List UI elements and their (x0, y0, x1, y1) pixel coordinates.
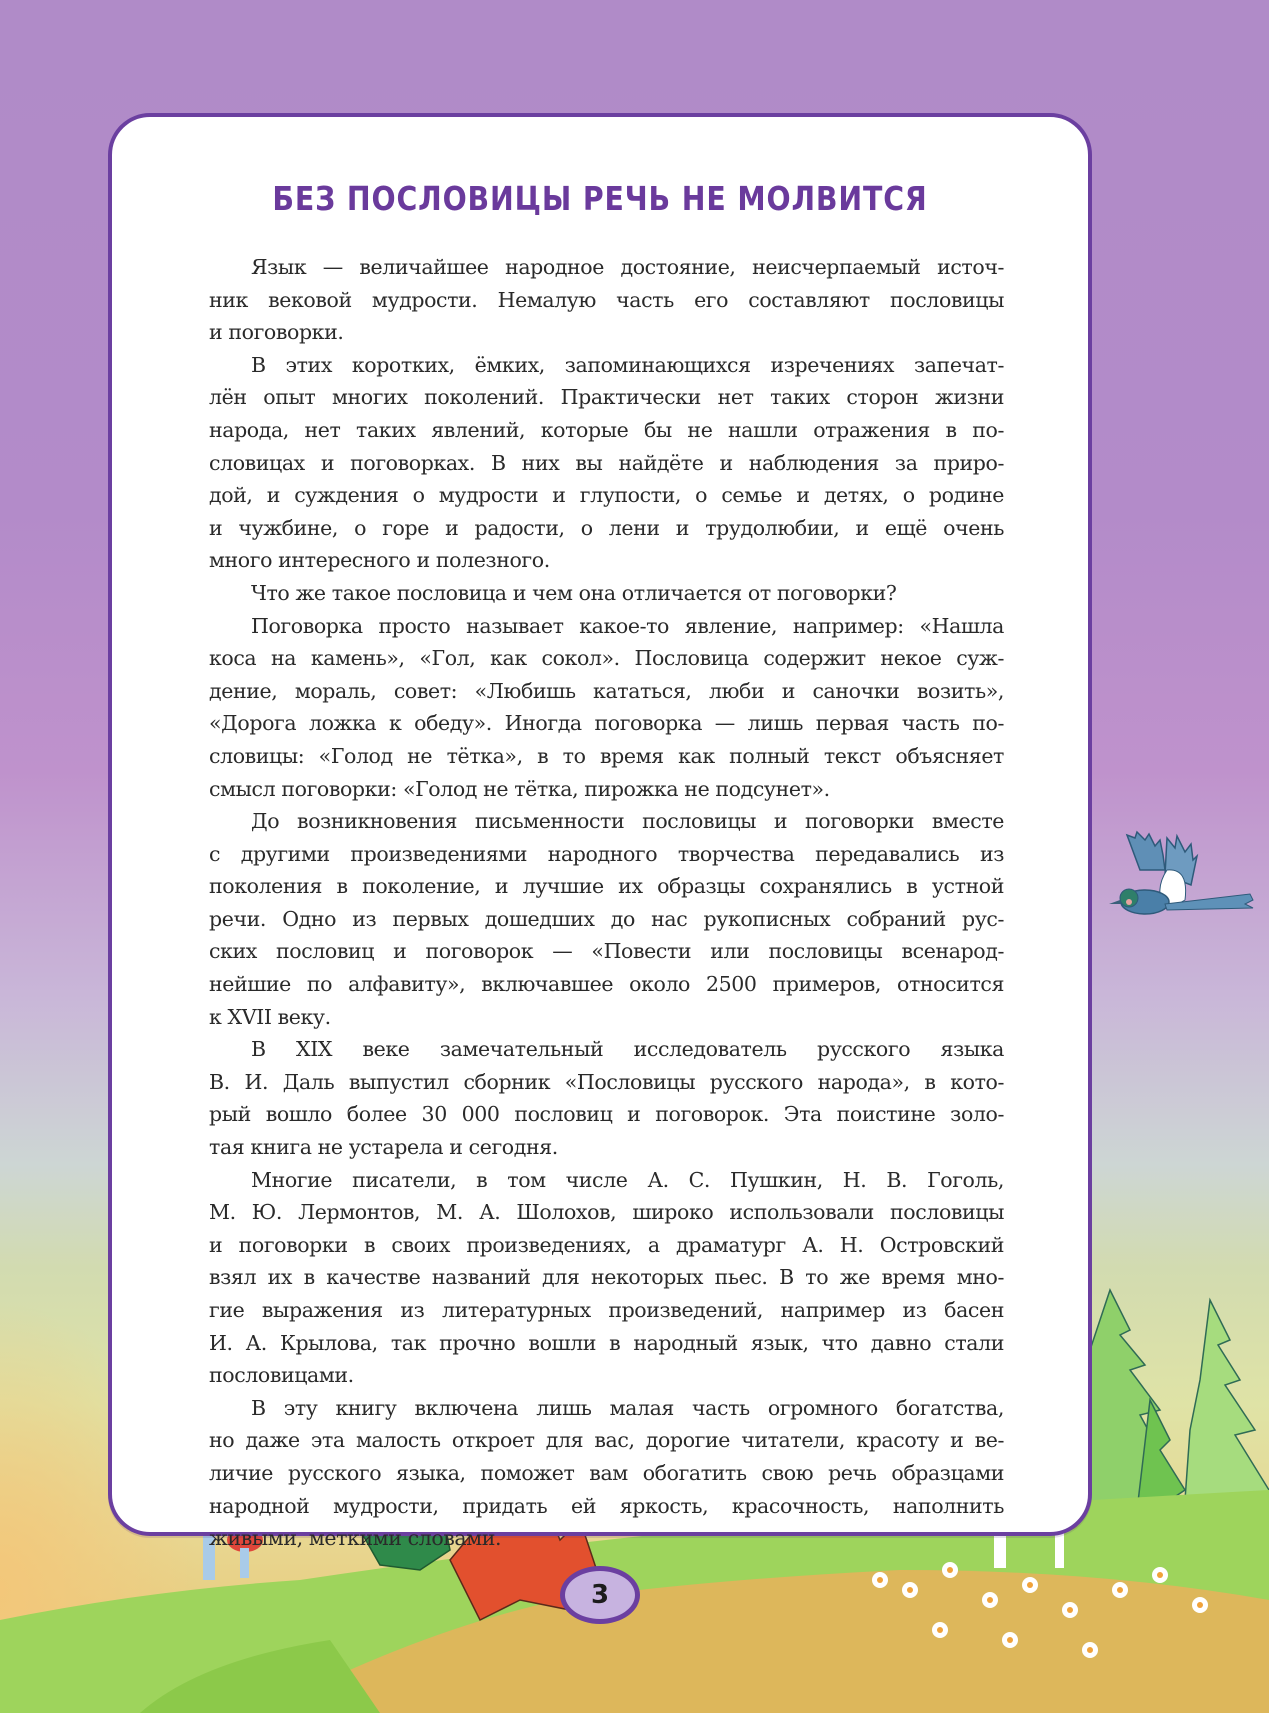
paragraph-line: и поговорки. (209, 320, 344, 345)
paragraph-line: гие выражения из литературных произведений, например из басен (209, 1298, 1004, 1322)
paragraph-line: смысл поговорки: «Голод не тётка, пирожка не подсунет». (209, 776, 830, 801)
paragraph-line: лён опыт многих поколений. Практически нет таких сторон жизни (209, 385, 1004, 410)
article-body (209, 251, 1004, 1555)
paragraph-first-line: В XIX веке замечательный исследователь русского языка (251, 1037, 1004, 1062)
paragraph-line: много интересного и полезного. (209, 548, 550, 573)
page-number: 3 (590, 1580, 610, 1610)
paragraph-line: с другими произведениями народного творчества передавались из (209, 841, 1004, 866)
paragraph-line: словицах и поговорках. В них вы найдёте и наблюдения за приро- (209, 450, 1004, 475)
paragraph-line: коса на камень», «Гол, как сокол». Пословица содержит некое суж- (209, 646, 1004, 671)
paragraph-line: речи. Одно из первых дошедших до нас рукописных собраний рус- (209, 906, 1004, 931)
paragraph-first-line: Поговорка просто называет какое-то явление, например: «Нашла (251, 613, 1004, 638)
paragraph-line: взял их в качестве названий для некоторых пьес. В то же время мно- (209, 1265, 1004, 1290)
paragraph-line: В. И. Даль выпустил сборник «Пословицы русского народа», в кото- (209, 1069, 1004, 1094)
paragraph-first-line: В этих коротких, ёмких, запоминающихся изречениях запечат- (251, 352, 1004, 377)
paragraph-line: и поговорки в своих произведениях, а драматург А. Н. Островский (209, 1232, 1004, 1257)
page-title: БЕЗ ПОСЛОВИЦЫ РЕЧЬ НЕ МОЛВИТСЯ (272, 179, 928, 218)
paragraph-line: И. А. Крылова, так прочно вошли в народный язык, что давно стали (209, 1330, 1004, 1355)
paragraph-line: народной мудрости, придать ей яркость, красочность, наполнить (209, 1493, 1004, 1518)
paragraph-first-line: Многие писатели, в том числе А. С. Пушкин, Н. В. Гоголь, (251, 1167, 1004, 1192)
paragraph-line: личие русского языка, поможет вам обогатить свою речь образцами (209, 1460, 1004, 1485)
page-number-badge (560, 1566, 640, 1624)
paragraph-line: пословицами. (209, 1363, 354, 1388)
paragraph-line: тая книга не устарела и сегодня. (209, 1135, 558, 1160)
paragraph-line: дой, и суждения о мудрости и глупости, о семье и детях, о родине (209, 483, 1004, 508)
paragraph-line: рый вошло более 30 000 пословиц и поговорок. Эта поистине золо- (209, 1102, 1004, 1127)
paragraph-first-line: В эту книгу включена лишь малая часть огромного богатства, (251, 1395, 1004, 1420)
paragraph-line: дение, мораль, совет: «Любишь кататься, люби и саночки возить», (209, 678, 1004, 703)
paragraph-line: поколения в поколение, и лучшие их образцы сохранялись в устной (209, 874, 1004, 899)
paragraph-line: живыми, меткими словами. (209, 1526, 502, 1551)
paragraph-first-line: Что же такое пословица и чем она отличается от поговорки? (251, 580, 897, 605)
paragraph-line: народа, нет таких явлений, которые бы не нашли отражения в по- (209, 417, 1004, 442)
paragraph-first-line: Язык — величайшее народное достояние, неисчерпаемый источ- (251, 255, 1004, 279)
paragraph-line: словицы: «Голод не тётка», в то время как полный текст объясняет (209, 743, 1004, 768)
paragraph-line: и чужбине, о горе и радости, о лени и трудолюбии, и ещё очень (209, 515, 1004, 540)
paragraph-line: М. Ю. Лермонтов, М. А. Шолохов, широко использовали пословицы (209, 1200, 1004, 1225)
paragraph-first-line: До возникновения письменности пословицы и поговорки вместе (251, 809, 1004, 834)
text-card (108, 113, 1092, 1551)
paragraph-line: нейшие по алфавиту», включавшее около 2500 примеров, относится (209, 972, 1004, 997)
paragraph-line: но даже эта малость откроет для вас, дорогие читатели, красоту и ве- (209, 1428, 1004, 1453)
magpie-bird-illustration (1105, 830, 1255, 940)
paragraph-line: ских пословиц и поговорок — «Повести или пословицы всенарод- (209, 939, 1004, 964)
paragraph-line: «Дорога ложка к обеду». Иногда поговорка — лишь первая часть по- (209, 711, 1004, 736)
paragraph-line: ник вековой мудрости. Немалую часть его составляют пословицы (209, 287, 1004, 312)
paragraph-line: к XVII веку. (209, 1004, 331, 1029)
